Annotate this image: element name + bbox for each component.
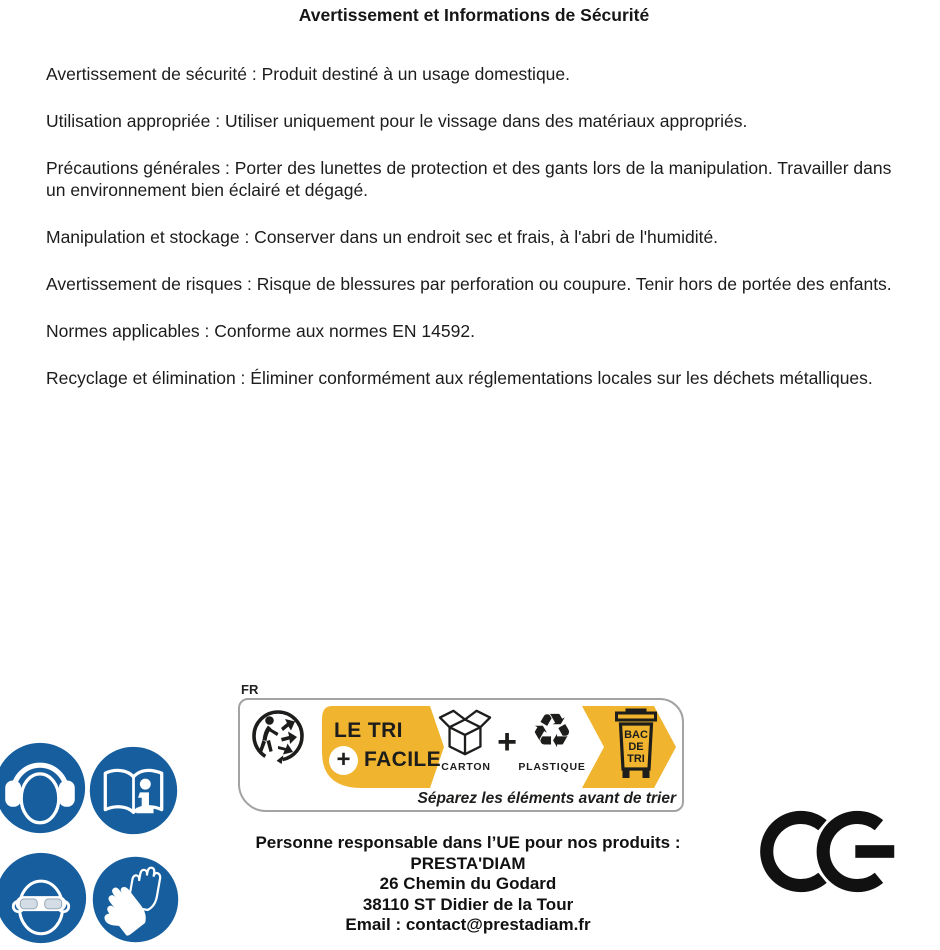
bin-text-1: BAC	[624, 729, 648, 741]
paragraph-general-precautions: Précautions générales : Porter des lunettes de protection et des gants lors de la manipulation. Travailler dans un environnement bien éclairé et dégagé.	[46, 158, 892, 200]
contact-email: Email : contact@prestadiam.fr	[345, 915, 591, 934]
triman-icon	[250, 708, 306, 764]
plus-circle-icon: +	[329, 746, 358, 775]
bin-text-3: TRI	[627, 753, 645, 765]
paragraph-handling-storage: Manipulation et stockage : Conserver dans un endroit sec et frais, à l'abri de l'humidité.	[46, 227, 719, 247]
recycling-icon: ♻	[530, 704, 574, 759]
paragraph-appropriate-use: Utilisation appropriée : Utiliser uniquement pour le vissage dans des matériaux appropriés.	[46, 111, 748, 131]
carton-box-icon	[436, 706, 494, 760]
paragraph-risk-warning: Avertissement de risques : Risque de blessures par perforation ou coupure. Tenir hors de portée des enfants.	[46, 274, 892, 294]
paragraph-recycling: Recyclage et élimination : Éliminer conformément aux réglementations locales sur les déchets métalliques.	[46, 368, 873, 388]
page-title: Avertissement et Informations de Sécurité	[298, 5, 650, 25]
paragraph-safety-warning: Avertissement de sécurité : Produit destiné à un usage domestique.	[46, 64, 571, 84]
wear-ear-protection-icon	[0, 741, 87, 840]
responsible-person-line: Personne responsable dans l’UE pour nos produits :	[255, 833, 681, 852]
info-tri-label	[238, 682, 686, 816]
company-name: PRESTA'DIAM	[410, 853, 526, 873]
sorting-bin-icon	[610, 708, 662, 780]
safety-document	[46, 4, 902, 414]
bin-text-2: DE	[628, 741, 644, 753]
wear-eye-protection-icon	[0, 851, 88, 950]
country-code: FR	[241, 682, 259, 697]
paragraph-standards: Normes applicables : Conforme aux normes EN 14592.	[46, 321, 475, 341]
plus-sign: +	[497, 723, 517, 761]
ce-mark-icon	[757, 803, 903, 905]
read-manual-icon	[88, 745, 179, 841]
city-address: 38110 ST Didier de la Tour	[362, 894, 574, 914]
street-address: 26 Chemin du Godard	[379, 874, 557, 893]
le-tri-text: LE TRI	[334, 719, 403, 742]
info-tri-frame	[238, 698, 684, 812]
sorting-instruction: Séparez les éléments avant de trier	[417, 790, 676, 807]
responsible-person-block	[188, 833, 748, 936]
carton-label: CARTON	[441, 761, 491, 773]
plastique-label: PLASTIQUE	[518, 761, 586, 773]
facile-text: FACILE	[364, 748, 442, 771]
wear-gloves-icon	[91, 855, 180, 949]
